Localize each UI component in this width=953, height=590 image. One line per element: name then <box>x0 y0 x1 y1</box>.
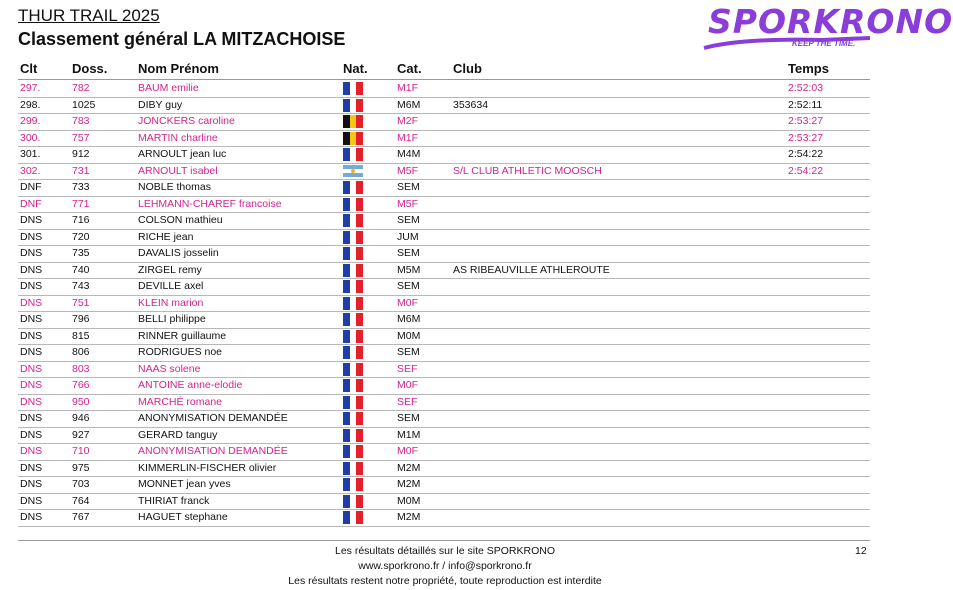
rank-cell: DNS <box>20 263 43 276</box>
bib-cell: 751 <box>72 296 90 309</box>
name-cell: HAGUET stephane <box>138 511 228 523</box>
table-row <box>18 362 870 379</box>
bib-cell: 796 <box>72 313 90 325</box>
table-row <box>18 329 870 346</box>
table-row <box>18 147 870 164</box>
name-cell: LEHMANN-CHAREF francoise <box>138 197 282 210</box>
rank-cell: DNS <box>20 379 43 391</box>
bib-cell: 1025 <box>72 98 96 111</box>
club-cell: S/L CLUB ATHLETIC MOOSCH <box>453 164 602 177</box>
rank-cell: 301. <box>20 148 41 160</box>
rank-cell: DNS <box>20 395 43 408</box>
bib-cell: 806 <box>72 346 90 358</box>
name-cell: COLSON mathieu <box>138 214 223 226</box>
table-header <box>18 61 870 79</box>
col-header-nom: Nom Prénom <box>138 61 219 76</box>
table-row <box>18 395 870 412</box>
category-cell: M2F <box>397 115 418 127</box>
category-cell: SEF <box>397 362 418 375</box>
rank-cell: DNS <box>20 247 43 259</box>
table-row <box>18 279 870 296</box>
name-cell: BELLI philippe <box>138 313 206 325</box>
table-row <box>18 312 870 329</box>
category-cell: M5F <box>397 164 418 177</box>
category-cell: M2M <box>397 511 421 523</box>
bib-cell: 946 <box>72 412 90 424</box>
category-cell: M5M <box>397 263 421 276</box>
rank-cell: 298. <box>20 98 41 111</box>
rank-cell: DNS <box>20 313 43 325</box>
name-cell: MONNET jean yves <box>138 478 231 490</box>
name-cell: RODRIGUES noe <box>138 346 223 358</box>
footer-line-2: www.sporkrono.fr / info@sporkrono.fr <box>358 560 532 572</box>
category-cell: M6M <box>397 98 421 111</box>
name-cell: ANTOINE anne-elodie <box>138 379 243 391</box>
table-row <box>18 461 870 478</box>
name-cell: KLEIN marion <box>138 296 204 309</box>
name-cell: DEVILLE axel <box>138 280 204 292</box>
name-cell: DAVALIS josselin <box>138 247 219 259</box>
header-divider <box>18 79 870 80</box>
table-row <box>18 81 870 98</box>
event-title: THUR TRAIL 2025 <box>18 6 160 25</box>
table-row <box>18 378 870 395</box>
col-header-club: Club <box>453 61 482 76</box>
name-cell: DIBY guy <box>138 98 183 111</box>
category-cell: M0M <box>397 494 421 507</box>
time-cell: 2:52:03 <box>788 82 824 94</box>
rank-cell: DNF <box>20 181 42 193</box>
col-header-clt: Clt <box>20 61 38 76</box>
rank-cell: DNS <box>20 346 43 358</box>
time-cell: 2:54:22 <box>788 164 824 177</box>
category-cell: SEM <box>397 214 420 226</box>
category-cell: M0F <box>397 379 418 391</box>
category-cell: M0F <box>397 296 418 309</box>
bib-cell: 912 <box>72 148 90 160</box>
rank-cell: 299. <box>20 115 41 127</box>
table-row <box>18 411 870 428</box>
rank-cell: 302. <box>20 164 41 177</box>
rank-cell: DNS <box>20 494 43 507</box>
table-row <box>18 428 870 445</box>
rank-cell: DNF <box>20 197 42 210</box>
bib-cell: 764 <box>72 494 90 507</box>
col-header-doss: Doss. <box>72 61 108 76</box>
table-row <box>18 164 870 181</box>
category-cell: M0F <box>397 445 418 457</box>
bib-cell: 733 <box>72 181 90 193</box>
col-header-temps: Temps <box>788 61 829 76</box>
bib-cell: 731 <box>72 164 90 177</box>
category-cell: M6M <box>397 313 421 325</box>
time-cell: 2:52:11 <box>788 98 823 111</box>
table-row <box>18 98 870 115</box>
bib-cell: 743 <box>72 280 90 292</box>
footer-line-3: Les résultats restent notre propriété, toute reproduction est interdite <box>288 575 602 587</box>
name-cell: MARTIN charline <box>138 131 218 144</box>
table-row <box>18 213 870 230</box>
category-cell: JUM <box>397 230 419 243</box>
rank-cell: DNS <box>20 428 43 441</box>
bib-cell: 740 <box>72 263 90 276</box>
name-cell: ANONYMISATION DEMANDÉE <box>138 445 288 457</box>
category-cell: SEM <box>397 247 420 259</box>
table-row <box>18 477 870 494</box>
bib-cell: 757 <box>72 131 90 144</box>
rank-cell: DNS <box>20 296 43 309</box>
category-cell: M1F <box>397 131 418 144</box>
table-row <box>18 131 870 148</box>
category-cell: M0M <box>397 329 421 342</box>
time-cell: 2:53:27 <box>788 131 824 144</box>
category-cell: SEM <box>397 346 420 358</box>
name-cell: RINNER guillaume <box>138 329 227 342</box>
time-cell: 2:53:27 <box>788 115 824 127</box>
category-cell: SEM <box>397 280 420 292</box>
bib-cell: 716 <box>72 214 90 226</box>
name-cell: ARNOULT isabel <box>138 164 218 177</box>
category-cell: M1F <box>397 82 418 94</box>
bib-cell: 735 <box>72 247 90 259</box>
rank-cell: 297. <box>20 82 41 94</box>
bib-cell: 767 <box>72 511 90 523</box>
bib-cell: 803 <box>72 362 90 375</box>
table-row <box>18 345 870 362</box>
rank-cell: DNS <box>20 461 43 474</box>
page-title: Classement général LA MITZACHOISE <box>18 29 346 49</box>
bib-cell: 703 <box>72 478 90 490</box>
name-cell: THIRIAT franck <box>138 494 210 507</box>
club-cell: AS RIBEAUVILLE ATHLEROUTE <box>453 263 610 276</box>
category-cell: SEM <box>397 181 420 193</box>
col-header-nat: Nat. <box>343 61 368 76</box>
name-cell: RICHE jean <box>138 230 194 243</box>
rank-cell: DNS <box>20 445 43 457</box>
table-row <box>18 494 870 511</box>
name-cell: BAUM emilie <box>138 82 199 94</box>
time-cell: 2:54:22 <box>788 148 824 160</box>
table-row <box>18 114 870 131</box>
category-cell: M4M <box>397 148 421 160</box>
table-row <box>18 246 870 263</box>
rank-cell: DNS <box>20 362 43 375</box>
table-row <box>18 444 870 461</box>
sporkrono-logo <box>700 2 953 54</box>
rank-cell: DNS <box>20 412 43 424</box>
name-cell: NOBLE thomas <box>138 181 211 193</box>
bib-cell: 783 <box>72 115 90 127</box>
bib-cell: 720 <box>72 230 90 243</box>
rank-cell: 300. <box>20 131 41 144</box>
table-row <box>18 263 870 280</box>
rank-cell: DNS <box>20 230 43 243</box>
rank-cell: DNS <box>20 511 43 523</box>
bib-cell: 771 <box>72 197 90 210</box>
bib-cell: 927 <box>72 428 90 441</box>
bib-cell: 975 <box>72 461 90 474</box>
rank-cell: DNS <box>20 214 43 226</box>
name-cell: GERARD tanguy <box>138 428 218 441</box>
bib-cell: 766 <box>72 379 90 391</box>
category-cell: M5F <box>397 197 418 210</box>
bib-cell: 710 <box>72 445 90 457</box>
table-row <box>18 230 870 247</box>
bib-cell: 950 <box>72 395 90 408</box>
footer-line-1: Les résultats détaillés sur le site SPORKRONO <box>335 545 555 557</box>
category-cell: M2M <box>397 461 421 474</box>
name-cell: ZIRGEL remy <box>138 263 202 276</box>
bib-cell: 782 <box>72 82 90 94</box>
col-header-cat: Cat. <box>397 61 422 76</box>
footer-divider <box>18 540 870 541</box>
category-cell: SEF <box>397 395 418 408</box>
table-row <box>18 197 870 214</box>
results-table <box>18 81 870 527</box>
table-row <box>18 296 870 313</box>
name-cell: KIMMERLIN-FISCHER olivier <box>138 461 277 474</box>
name-cell: ARNOULT jean luc <box>138 148 227 160</box>
table-row <box>18 180 870 197</box>
category-cell: M1M <box>397 428 421 441</box>
page-number: 12 <box>855 545 867 557</box>
club-cell: 353634 <box>453 98 489 111</box>
logo-tagline: KEEP THE TIME. <box>792 39 856 48</box>
name-cell: ANONYMISATION DEMANDÉE <box>138 412 288 424</box>
rank-cell: DNS <box>20 329 43 342</box>
logo-wordmark: SPORKRONO <box>708 2 953 41</box>
name-cell: JONCKERS caroline <box>138 115 235 127</box>
rank-cell: DNS <box>20 478 43 490</box>
name-cell: MARCHÉ romane <box>138 395 223 408</box>
category-cell: M2M <box>397 478 421 490</box>
table-row <box>18 510 870 527</box>
name-cell: NAAS solene <box>138 362 201 375</box>
category-cell: SEM <box>397 412 420 424</box>
rank-cell: DNS <box>20 280 43 292</box>
bib-cell: 815 <box>72 329 90 342</box>
